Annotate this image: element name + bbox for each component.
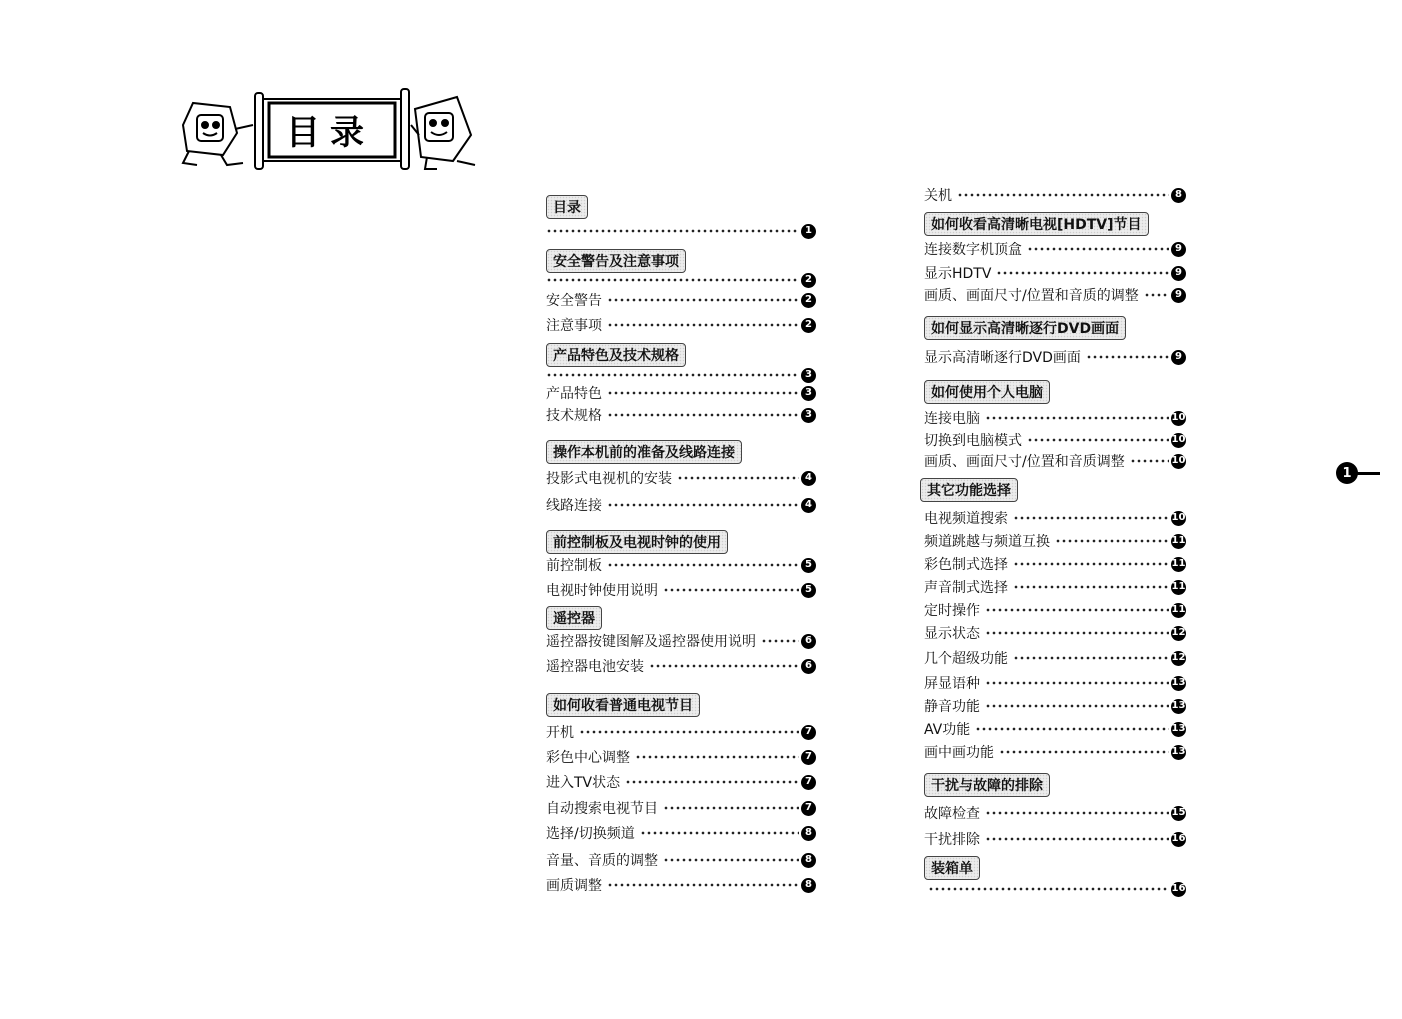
leader-dots <box>985 416 1169 420</box>
toc-entry[interactable] <box>546 405 816 425</box>
page-ref: 9 <box>1171 288 1186 303</box>
section-heading-dvd[interactable]: 如何显示高清晰逐行DVD画面 <box>924 316 1126 340</box>
entry-label: 定时操作 <box>924 603 980 619</box>
page-ref: 2 <box>801 318 816 333</box>
page-ref: 11 <box>1171 580 1186 595</box>
entry-label: 屏显语种 <box>924 676 980 692</box>
section-heading-remote[interactable]: 遥控器 <box>546 606 602 630</box>
toc-entry[interactable] <box>924 554 1186 574</box>
leader-dots <box>625 780 799 784</box>
entry-label: 电视频道搜索 <box>924 511 1008 527</box>
leader-dots <box>985 837 1169 841</box>
entry-label: 画质、画面尺寸/位置和音质调整 <box>924 454 1125 470</box>
toc-entry[interactable] <box>546 747 816 767</box>
page-ref: 6 <box>801 634 816 649</box>
toc-entry[interactable] <box>546 875 816 895</box>
leader-dots <box>996 271 1169 275</box>
page-ref: 1 <box>801 224 816 239</box>
entry-label: 声音制式选择 <box>924 580 1008 596</box>
entry-label: 自动搜索电视节目 <box>546 801 658 817</box>
toc-entry[interactable] <box>924 263 1186 283</box>
leader-dots <box>607 503 799 507</box>
section-heading-features[interactable]: 产品特色及技术规格 <box>546 343 686 367</box>
toc-entry-packing-list[interactable] <box>924 879 1186 899</box>
toc-entry[interactable] <box>546 555 816 575</box>
page-ref: 7 <box>801 725 816 740</box>
leader-dots <box>928 887 1169 891</box>
leader-dots <box>607 413 799 417</box>
page-ref: 4 <box>801 471 816 486</box>
leader-dots <box>985 631 1169 635</box>
leader-dots <box>546 373 799 377</box>
section-heading-pc[interactable]: 如何使用个人电脑 <box>924 380 1050 404</box>
section-heading-troubleshooting[interactable]: 干扰与故障的排除 <box>924 773 1050 797</box>
leader-dots <box>1013 585 1169 589</box>
toc-entry[interactable] <box>546 383 816 403</box>
page-ref: 11 <box>1171 603 1186 618</box>
page-ref: 4 <box>801 498 816 513</box>
toc-entry[interactable] <box>546 495 816 515</box>
page-ref: 8 <box>801 878 816 893</box>
leader-dots <box>985 811 1169 815</box>
entry-label: 彩色制式选择 <box>924 557 1008 573</box>
entry-label: 故障检查 <box>924 806 980 822</box>
leader-dots <box>999 750 1169 754</box>
toc-entry[interactable] <box>924 408 1186 428</box>
leader-dots <box>1013 656 1169 660</box>
page-ref: 3 <box>801 386 816 401</box>
entry-label: 遥控器电池安装 <box>546 659 644 675</box>
leader-dots <box>1027 438 1169 442</box>
page-ref: 11 <box>1171 557 1186 572</box>
toc-entry[interactable] <box>924 829 1186 849</box>
entry-label: 频道跳越与频道互换 <box>924 534 1050 550</box>
entry-label: 关机 <box>924 188 952 204</box>
page-ref: 12 <box>1171 626 1186 641</box>
toc-entry[interactable] <box>546 315 816 335</box>
page-ref: 5 <box>801 583 816 598</box>
toc-entry[interactable] <box>546 468 816 488</box>
leader-dots <box>1086 355 1169 359</box>
toc-entry[interactable] <box>924 285 1186 305</box>
page-ref: 11 <box>1171 534 1186 549</box>
entry-label: 选择/切换频道 <box>546 826 635 842</box>
toc-entry[interactable] <box>924 451 1186 471</box>
entry-label: 进入TV状态 <box>546 775 621 791</box>
page-ref: 6 <box>801 659 816 674</box>
toc-entry[interactable] <box>546 850 816 870</box>
leader-dots <box>607 298 799 302</box>
toc-entry[interactable] <box>924 239 1186 259</box>
leader-dots <box>607 391 799 395</box>
entry-label: 连接电脑 <box>924 411 980 427</box>
entry-label: 投影式电视机的安装 <box>546 471 672 487</box>
page-ref: 10 <box>1171 454 1186 469</box>
page-ref: 3 <box>801 368 816 383</box>
toc-entry[interactable] <box>924 185 1186 205</box>
leader-dots <box>663 858 799 862</box>
toc-entry[interactable] <box>924 600 1186 620</box>
entry-label: 遥控器按键图解及遥控器使用说明 <box>546 634 756 650</box>
toc-entry[interactable] <box>924 648 1186 668</box>
page-number-marker <box>1336 462 1380 484</box>
page-ref: 13 <box>1171 699 1186 714</box>
section-heading-safety[interactable]: 安全警告及注意事项 <box>546 249 686 273</box>
toc-entry-safety[interactable] <box>546 270 816 290</box>
toc-entry[interactable] <box>546 580 816 600</box>
toc-entry[interactable] <box>924 623 1186 643</box>
page-ref: 13 <box>1171 722 1186 737</box>
toc-entry[interactable] <box>546 631 816 651</box>
page-ref: 7 <box>801 801 816 816</box>
section-heading-packing-list[interactable]: 装箱单 <box>924 856 980 880</box>
page-ref: 3 <box>801 408 816 423</box>
page-ref: 16 <box>1171 832 1186 847</box>
toc-entry[interactable] <box>546 772 816 792</box>
leader-dots <box>546 278 799 282</box>
right-tv-character-icon <box>411 97 475 169</box>
leader-dots <box>975 727 1169 731</box>
section-heading-other-functions[interactable]: 其它功能选择 <box>920 478 1018 502</box>
entry-label: 线路连接 <box>546 498 602 514</box>
entry-label: 切换到电脑模式 <box>924 433 1022 449</box>
page-number-rule <box>1356 472 1380 475</box>
toc-entry[interactable] <box>924 430 1186 450</box>
entry-label: 静音功能 <box>924 699 980 715</box>
entry-label: 安全警告 <box>546 293 602 309</box>
leader-dots <box>640 831 799 835</box>
section-heading-preparation[interactable]: 操作本机前的准备及线路连接 <box>546 440 742 464</box>
section-heading-contents[interactable]: 目录 <box>546 195 588 219</box>
page-ref: 8 <box>1171 188 1186 203</box>
toc-title: 目录 <box>286 112 374 153</box>
toc-entry[interactable] <box>546 656 816 676</box>
toc-entry[interactable] <box>924 531 1186 551</box>
leader-dots <box>985 681 1169 685</box>
toc-entry[interactable] <box>924 719 1186 739</box>
entry-label: 显示状态 <box>924 626 980 642</box>
leader-dots <box>1013 562 1169 566</box>
entry-label: 几个超级功能 <box>924 651 1008 667</box>
toc-entry[interactable] <box>924 742 1186 762</box>
section-heading-hdtv[interactable]: 如何收看高清晰电视[HDTV]节目 <box>924 212 1149 236</box>
entry-label: 干扰排除 <box>924 832 980 848</box>
leader-dots <box>985 608 1169 612</box>
page-ref: 8 <box>801 853 816 868</box>
page-ref: 10 <box>1171 511 1186 526</box>
leader-dots <box>649 664 799 668</box>
leader-dots <box>579 730 799 734</box>
entry-label: 画中画功能 <box>924 745 994 761</box>
entry-label: 显示高清晰逐行DVD画面 <box>924 350 1081 366</box>
page-ref: 9 <box>1171 266 1186 281</box>
leader-dots <box>607 563 799 567</box>
toc-entry[interactable] <box>924 508 1186 528</box>
page-ref: 5 <box>801 558 816 573</box>
leader-dots <box>663 806 799 810</box>
section-heading-watch-tv[interactable]: 如何收看普通电视节目 <box>546 693 700 717</box>
entry-label: 连接数字机顶盒 <box>924 242 1022 258</box>
leader-dots <box>985 704 1169 708</box>
page-ref: 13 <box>1171 745 1186 760</box>
entry-label: AV功能 <box>924 722 971 738</box>
page-number: 1 <box>1336 462 1358 484</box>
page-ref: 9 <box>1171 242 1186 257</box>
toc-entry-contents[interactable] <box>546 221 816 241</box>
toc-entry[interactable] <box>924 347 1186 367</box>
page-ref: 2 <box>801 293 816 308</box>
leader-dots <box>1013 516 1169 520</box>
entry-label: 画质调整 <box>546 878 602 894</box>
leader-dots <box>1144 293 1169 297</box>
leader-dots <box>1027 247 1169 251</box>
toc-entry[interactable] <box>546 823 816 843</box>
toc-entry-features[interactable] <box>546 365 816 385</box>
page-ref: 10 <box>1171 433 1186 448</box>
entry-label: 音量、音质的调整 <box>546 853 658 869</box>
leader-dots <box>761 639 799 643</box>
entry-label: 技术规格 <box>546 408 602 424</box>
page-ref: 10 <box>1171 411 1186 426</box>
entry-label: 注意事项 <box>546 318 602 334</box>
toc-entry[interactable] <box>924 696 1186 716</box>
toc-banner <box>175 85 480 175</box>
page-ref: 7 <box>801 775 816 790</box>
page-ref: 12 <box>1171 651 1186 666</box>
page-ref: 13 <box>1171 676 1186 691</box>
leader-dots <box>677 476 799 480</box>
entry-label: 画质、画面尺寸/位置和音质的调整 <box>924 288 1139 304</box>
entry-label: 电视时钟使用说明 <box>546 583 658 599</box>
toc-entry[interactable] <box>546 722 816 742</box>
toc-entry[interactable] <box>924 803 1186 823</box>
page-ref: 16 <box>1171 882 1186 897</box>
page-ref: 15 <box>1171 806 1186 821</box>
leader-dots <box>957 193 1169 197</box>
left-tv-character-icon <box>183 103 253 165</box>
entry-label: 彩色中心调整 <box>546 750 630 766</box>
toc-entry[interactable] <box>924 577 1186 597</box>
toc-entry[interactable] <box>546 798 816 818</box>
toc-entry[interactable] <box>546 290 816 310</box>
entry-label: 前控制板 <box>546 558 602 574</box>
leader-dots <box>635 755 799 759</box>
leader-dots <box>546 229 799 233</box>
leader-dots <box>1055 539 1169 543</box>
entry-label: 开机 <box>546 725 574 741</box>
toc-entry[interactable] <box>924 673 1186 693</box>
leader-dots <box>1130 459 1169 463</box>
page-ref: 2 <box>801 273 816 288</box>
entry-label: 显示HDTV <box>924 266 992 282</box>
page-ref: 7 <box>801 750 816 765</box>
leader-dots <box>663 588 799 592</box>
leader-dots <box>607 883 799 887</box>
entry-label: 产品特色 <box>546 386 602 402</box>
page-ref: 9 <box>1171 350 1186 365</box>
page-ref: 8 <box>801 826 816 841</box>
leader-dots <box>607 323 799 327</box>
section-heading-front-panel[interactable]: 前控制板及电视时钟的使用 <box>546 530 728 554</box>
